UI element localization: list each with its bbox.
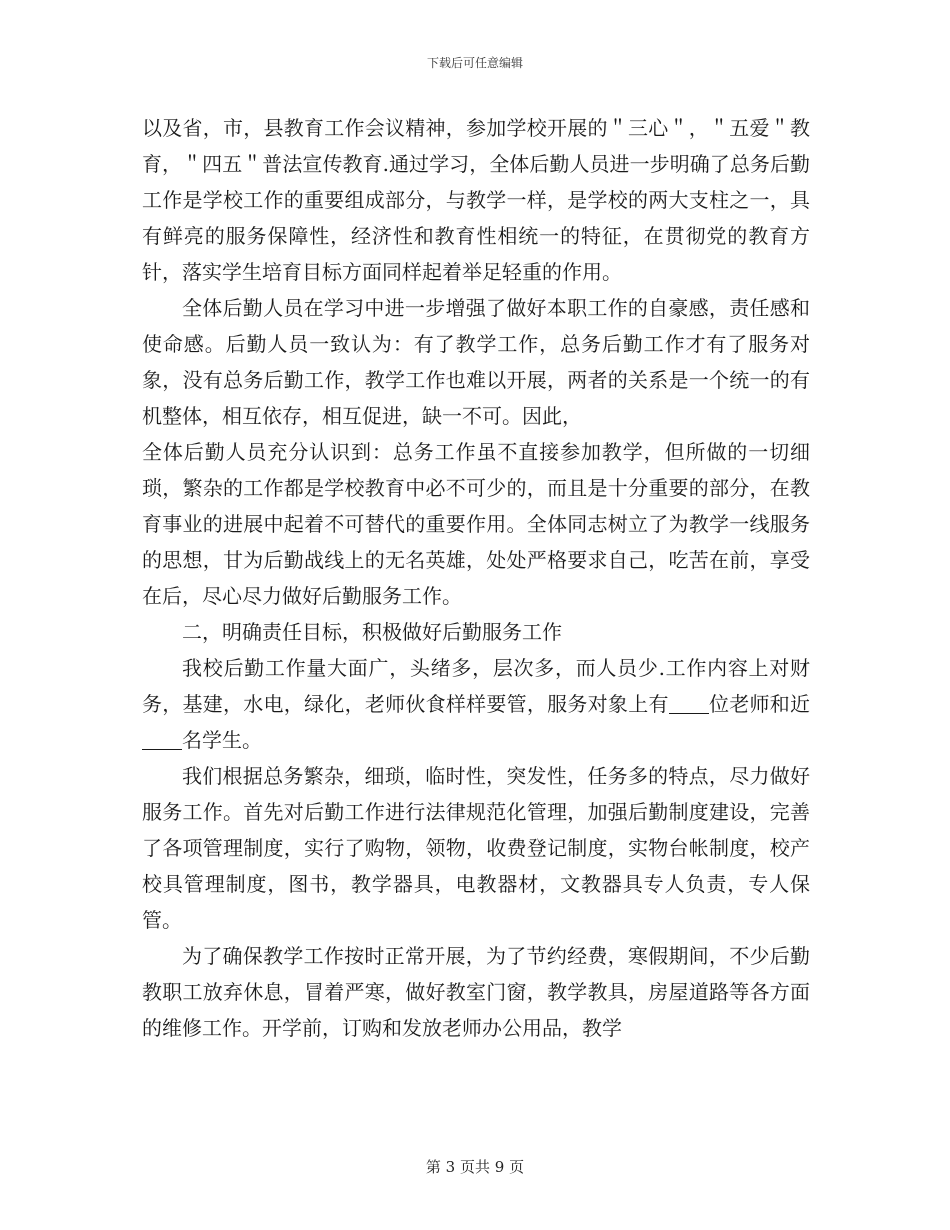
paragraph-1: 以及省，市，县教育工作会议精神，参加学校开展的＂三心＂，＂五爱＂教育，＂四五＂普法宣传教育.通过学习，全体后勤人员进一步明确了总务后勤工作是学校工作的重要组成部分，与教学一样，是学校的两大支柱之一，具有鲜亮的服务保障性，经济性和教育性相统一的特征，在贯彻党的教育方针，落实学生培育目标方面同样起着举足轻重的作用。 <box>142 116 810 284</box>
paragraph-5: 我们根据总务繁杂，细琐，临时性，突发性，任务多的特点，尽力做好服务工作。首先对后勤工作进行法律规范化管理，加强后勤制度建设，完善了各项管理制度，实行了购物，领物，收费登记制度，实物台帐制度，校产校具管理制度，图书，教学器具，电教器材，文教器具专人负责，专人保管。 <box>142 764 810 932</box>
paragraph-3: 全体后勤人员充分认识到：总务工作虽不直接参加教学，但所做的一切细琐，繁杂的工作都是学校教育中必不可少的，而且是十分重要的部分，在教育事业的进展中起着不可替代的重要作用。全体同志树立了为教学一线服务的思想，甘为后勤战线上的无名英雄，处处严格要求自己，吃苦在前，享受在后，尽心尽力做好后勤服务工作。 <box>142 440 810 608</box>
blank-line <box>142 729 182 750</box>
page-footer: 第 3 页共 9 页 <box>425 1158 525 1176</box>
paragraph-2: 全体后勤人员在学习中进一步增强了做好本职工作的自豪感，责任感和使命感。后勤人员一致认为：有了教学工作，总务后勤工作才有了服务对象，没有总务后勤工作，教学工作也难以开展，两者的关系是一个统一的有机整体，相互依存，相互促进，缺一不可。因此， <box>142 296 810 428</box>
document-body <box>142 110 810 1046</box>
paragraph-4-part-c: 名学生。 <box>182 728 262 752</box>
paragraph-6: 为了确保教学工作按时正常开展，为了节约经费，寒假期间，不少后勤教职工放弃休息，冒着严寒，做好教室门窗，教学教具，房屋道路等各方面的维修工作。开学前，订购和发放老师办公用品，教学 <box>142 944 810 1040</box>
page-header: 下载后可任意编辑 <box>426 56 523 70</box>
section-heading: 二，明确责任目标，积极做好后勤服务工作 <box>182 620 562 644</box>
paragraph-4-part-a: 我校后勤工作量大面广，头绪多，层次多，而人员少.工作内容上对财务，基建，水电，绿化，老师伙食样样要管，服务对象上有 <box>142 656 810 716</box>
paragraph-4 <box>142 650 810 758</box>
blank-line <box>669 693 709 714</box>
paragraph-4-part-b: 位老师和近 <box>708 692 811 716</box>
